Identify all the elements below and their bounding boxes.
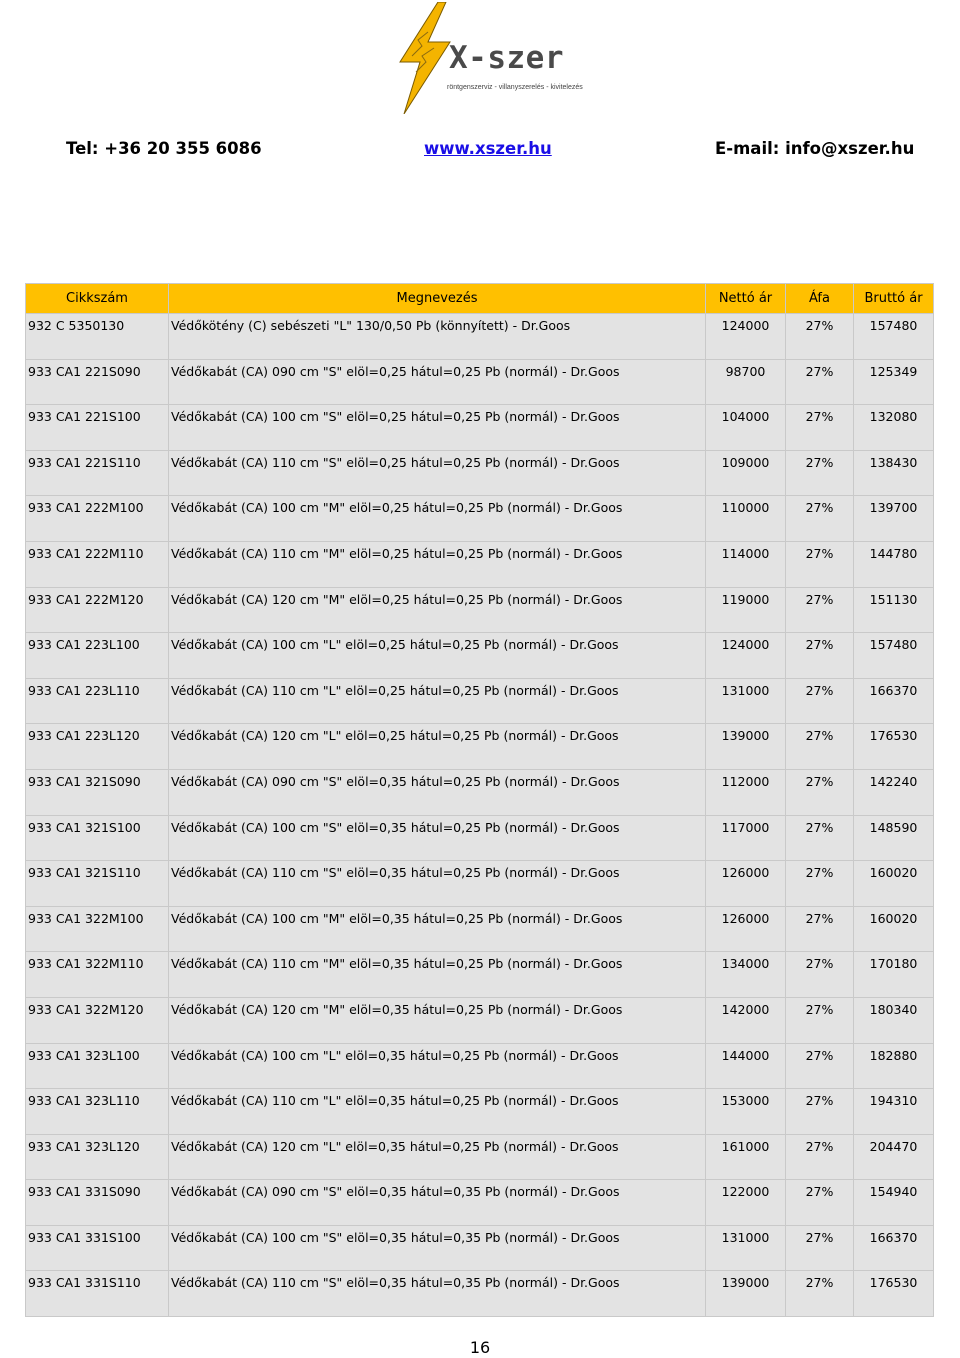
item-number-cell: 933 CA1 323L110 — [26, 1089, 169, 1135]
gross-price-cell: 139700 — [854, 496, 934, 542]
description-cell: Védőkabát (CA) 110 cm "L" elöl=0,25 hátul=0,25 Pb (normál) - Dr.Goos — [169, 678, 706, 724]
description-cell: Védőkabát (CA) 110 cm "M" elöl=0,25 hátul=0,25 Pb (normál) - Dr.Goos — [169, 541, 706, 587]
net-price-cell: 131000 — [706, 1225, 786, 1271]
vat-cell: 27% — [786, 450, 854, 496]
gross-price-cell: 151130 — [854, 587, 934, 633]
gross-price-cell: 125349 — [854, 359, 934, 405]
description-cell: Védőkabát (CA) 100 cm "S" elöl=0,35 hátul=0,35 Pb (normál) - Dr.Goos — [169, 1225, 706, 1271]
item-number-cell: 933 CA1 321S110 — [26, 861, 169, 907]
vat-cell: 27% — [786, 541, 854, 587]
description-cell: Védőkabát (CA) 110 cm "S" elöl=0,25 hátul=0,25 Pb (normál) - Dr.Goos — [169, 450, 706, 496]
description-cell: Védőkabát (CA) 100 cm "S" elöl=0,35 hátul=0,25 Pb (normál) - Dr.Goos — [169, 815, 706, 861]
net-price-cell: 139000 — [706, 724, 786, 770]
gross-price-cell: 154940 — [854, 1180, 934, 1226]
vat-cell: 27% — [786, 1089, 854, 1135]
vat-cell: 27% — [786, 359, 854, 405]
vat-cell: 27% — [786, 769, 854, 815]
gross-price-cell: 144780 — [854, 541, 934, 587]
item-number-cell: 933 CA1 322M120 — [26, 997, 169, 1043]
gross-price-cell: 166370 — [854, 678, 934, 724]
item-number-cell: 933 CA1 321S100 — [26, 815, 169, 861]
table-row — [26, 405, 934, 451]
item-number-cell: 933 CA1 221S100 — [26, 405, 169, 451]
gross-price-cell: 157480 — [854, 633, 934, 679]
vat-cell: 27% — [786, 724, 854, 770]
item-number-cell: 933 CA1 323L120 — [26, 1134, 169, 1180]
contact-bar — [0, 139, 960, 165]
description-cell: Védőkabát (CA) 120 cm "M" elöl=0,35 hátul=0,25 Pb (normál) - Dr.Goos — [169, 997, 706, 1043]
description-cell: Védőkabát (CA) 090 cm "S" elöl=0,35 hátul=0,35 Pb (normál) - Dr.Goos — [169, 1180, 706, 1226]
description-cell: Védőkabát (CA) 100 cm "M" elöl=0,35 hátul=0,25 Pb (normál) - Dr.Goos — [169, 906, 706, 952]
table-row — [26, 1271, 934, 1317]
description-cell: Védőkabát (CA) 100 cm "L" elöl=0,25 hátul=0,25 Pb (normál) - Dr.Goos — [169, 633, 706, 679]
net-price-cell: 134000 — [706, 952, 786, 998]
vat-cell: 27% — [786, 633, 854, 679]
item-number-cell: 933 CA1 331S090 — [26, 1180, 169, 1226]
gross-price-cell: 142240 — [854, 769, 934, 815]
vat-cell: 27% — [786, 1225, 854, 1271]
lightning-bolt-icon — [392, 2, 456, 114]
table-row — [26, 587, 934, 633]
net-price-cell: 109000 — [706, 450, 786, 496]
item-number-cell: 933 CA1 223L120 — [26, 724, 169, 770]
item-number-cell: 933 CA1 222M120 — [26, 587, 169, 633]
net-price-cell: 104000 — [706, 405, 786, 451]
description-cell: Védőkabát (CA) 120 cm "M" elöl=0,25 hátul=0,25 Pb (normál) - Dr.Goos — [169, 587, 706, 633]
table-row — [26, 678, 934, 724]
table-row — [26, 496, 934, 542]
description-cell: Védőkabát (CA) 090 cm "S" elöl=0,35 hátul=0,25 Pb (normál) - Dr.Goos — [169, 769, 706, 815]
description-cell: Védőkabát (CA) 110 cm "S" elöl=0,35 hátul=0,25 Pb (normál) - Dr.Goos — [169, 861, 706, 907]
net-price-cell: 131000 — [706, 678, 786, 724]
gross-price-cell: 204470 — [854, 1134, 934, 1180]
vat-cell: 27% — [786, 952, 854, 998]
table-header-row — [26, 284, 934, 314]
vat-cell: 27% — [786, 587, 854, 633]
table-row — [26, 541, 934, 587]
table-row — [26, 1225, 934, 1271]
gross-price-cell: 160020 — [854, 906, 934, 952]
vat-cell: 27% — [786, 997, 854, 1043]
net-price-cell: 114000 — [706, 541, 786, 587]
net-price-cell: 117000 — [706, 815, 786, 861]
item-number-cell: 933 CA1 321S090 — [26, 769, 169, 815]
description-cell: Védőkabát (CA) 090 cm "S" elöl=0,25 hátul=0,25 Pb (normál) - Dr.Goos — [169, 359, 706, 405]
column-header-vat: Áfa — [786, 284, 854, 314]
price-list-table — [25, 283, 934, 1317]
company-logo — [392, 2, 582, 114]
item-number-cell: 932 C 5350130 — [26, 314, 169, 360]
description-cell: Védőkabát (CA) 120 cm "L" elöl=0,35 hátul=0,25 Pb (normál) - Dr.Goos — [169, 1134, 706, 1180]
net-price-cell: 126000 — [706, 861, 786, 907]
description-cell: Védőkabát (CA) 110 cm "L" elöl=0,35 hátul=0,25 Pb (normál) - Dr.Goos — [169, 1089, 706, 1135]
table-row — [26, 1134, 934, 1180]
column-header-description: Megnevezés — [169, 284, 706, 314]
column-header-item-number: Cikkszám — [26, 284, 169, 314]
column-header-gross-price: Bruttó ár — [854, 284, 934, 314]
email-address: E-mail: info@xszer.hu — [715, 139, 915, 158]
net-price-cell: 144000 — [706, 1043, 786, 1089]
net-price-cell: 98700 — [706, 359, 786, 405]
vat-cell: 27% — [786, 405, 854, 451]
description-cell: Védőkabát (CA) 110 cm "S" elöl=0,35 hátul=0,35 Pb (normál) - Dr.Goos — [169, 1271, 706, 1317]
net-price-cell: 124000 — [706, 314, 786, 360]
page-number: 16 — [469, 1338, 491, 1357]
logo-wordmark: X-szer — [449, 40, 564, 76]
description-cell: Védőkabát (CA) 100 cm "S" elöl=0,25 hátul=0,25 Pb (normál) - Dr.Goos — [169, 405, 706, 451]
item-number-cell: 933 CA1 222M110 — [26, 541, 169, 587]
gross-price-cell: 138430 — [854, 450, 934, 496]
description-cell: Védőkabát (CA) 120 cm "L" elöl=0,25 hátul=0,25 Pb (normál) - Dr.Goos — [169, 724, 706, 770]
item-number-cell: 933 CA1 221S110 — [26, 450, 169, 496]
net-price-cell: 153000 — [706, 1089, 786, 1135]
table-row — [26, 450, 934, 496]
vat-cell: 27% — [786, 1134, 854, 1180]
vat-cell: 27% — [786, 861, 854, 907]
table-row — [26, 769, 934, 815]
table-row — [26, 952, 934, 998]
item-number-cell: 933 CA1 331S100 — [26, 1225, 169, 1271]
table-row — [26, 314, 934, 360]
item-number-cell: 933 CA1 221S090 — [26, 359, 169, 405]
item-number-cell: 933 CA1 331S110 — [26, 1271, 169, 1317]
item-number-cell: 933 CA1 322M110 — [26, 952, 169, 998]
table-row — [26, 1043, 934, 1089]
net-price-cell: 126000 — [706, 906, 786, 952]
column-header-net-price: Nettó ár — [706, 284, 786, 314]
website-link[interactable]: www.xszer.hu — [424, 139, 552, 158]
vat-cell: 27% — [786, 815, 854, 861]
net-price-cell: 161000 — [706, 1134, 786, 1180]
gross-price-cell: 170180 — [854, 952, 934, 998]
gross-price-cell: 180340 — [854, 997, 934, 1043]
vat-cell: 27% — [786, 1271, 854, 1317]
vat-cell: 27% — [786, 678, 854, 724]
gross-price-cell: 132080 — [854, 405, 934, 451]
table-row — [26, 997, 934, 1043]
item-number-cell: 933 CA1 222M100 — [26, 496, 169, 542]
table-row — [26, 359, 934, 405]
logo-tagline: röntgenszerviz - villanyszerelés - kivitelezés — [447, 84, 583, 91]
gross-price-cell: 157480 — [854, 314, 934, 360]
table-row — [26, 1089, 934, 1135]
vat-cell: 27% — [786, 1180, 854, 1226]
item-number-cell: 933 CA1 223L110 — [26, 678, 169, 724]
description-cell: Védőkötény (C) sebészeti "L" 130/0,50 Pb (könnyített) - Dr.Goos — [169, 314, 706, 360]
vat-cell: 27% — [786, 1043, 854, 1089]
table-row — [26, 724, 934, 770]
net-price-cell: 122000 — [706, 1180, 786, 1226]
table-row — [26, 906, 934, 952]
item-number-cell: 933 CA1 223L100 — [26, 633, 169, 679]
gross-price-cell: 182880 — [854, 1043, 934, 1089]
net-price-cell: 110000 — [706, 496, 786, 542]
description-cell: Védőkabát (CA) 100 cm "M" elöl=0,25 hátul=0,25 Pb (normál) - Dr.Goos — [169, 496, 706, 542]
net-price-cell: 112000 — [706, 769, 786, 815]
item-number-cell: 933 CA1 323L100 — [26, 1043, 169, 1089]
net-price-cell: 119000 — [706, 587, 786, 633]
net-price-cell: 142000 — [706, 997, 786, 1043]
table-row — [26, 815, 934, 861]
gross-price-cell: 160020 — [854, 861, 934, 907]
table-row — [26, 633, 934, 679]
description-cell: Védőkabát (CA) 100 cm "L" elöl=0,35 hátul=0,25 Pb (normál) - Dr.Goos — [169, 1043, 706, 1089]
phone-number: Tel: +36 20 355 6086 — [66, 139, 262, 158]
vat-cell: 27% — [786, 906, 854, 952]
gross-price-cell: 194310 — [854, 1089, 934, 1135]
description-cell: Védőkabát (CA) 110 cm "M" elöl=0,35 hátul=0,25 Pb (normál) - Dr.Goos — [169, 952, 706, 998]
table-row — [26, 861, 934, 907]
net-price-cell: 139000 — [706, 1271, 786, 1317]
item-number-cell: 933 CA1 322M100 — [26, 906, 169, 952]
table-row — [26, 1180, 934, 1226]
vat-cell: 27% — [786, 314, 854, 360]
gross-price-cell: 166370 — [854, 1225, 934, 1271]
net-price-cell: 124000 — [706, 633, 786, 679]
vat-cell: 27% — [786, 496, 854, 542]
gross-price-cell: 176530 — [854, 724, 934, 770]
gross-price-cell: 176530 — [854, 1271, 934, 1317]
gross-price-cell: 148590 — [854, 815, 934, 861]
table-body — [26, 314, 934, 1317]
